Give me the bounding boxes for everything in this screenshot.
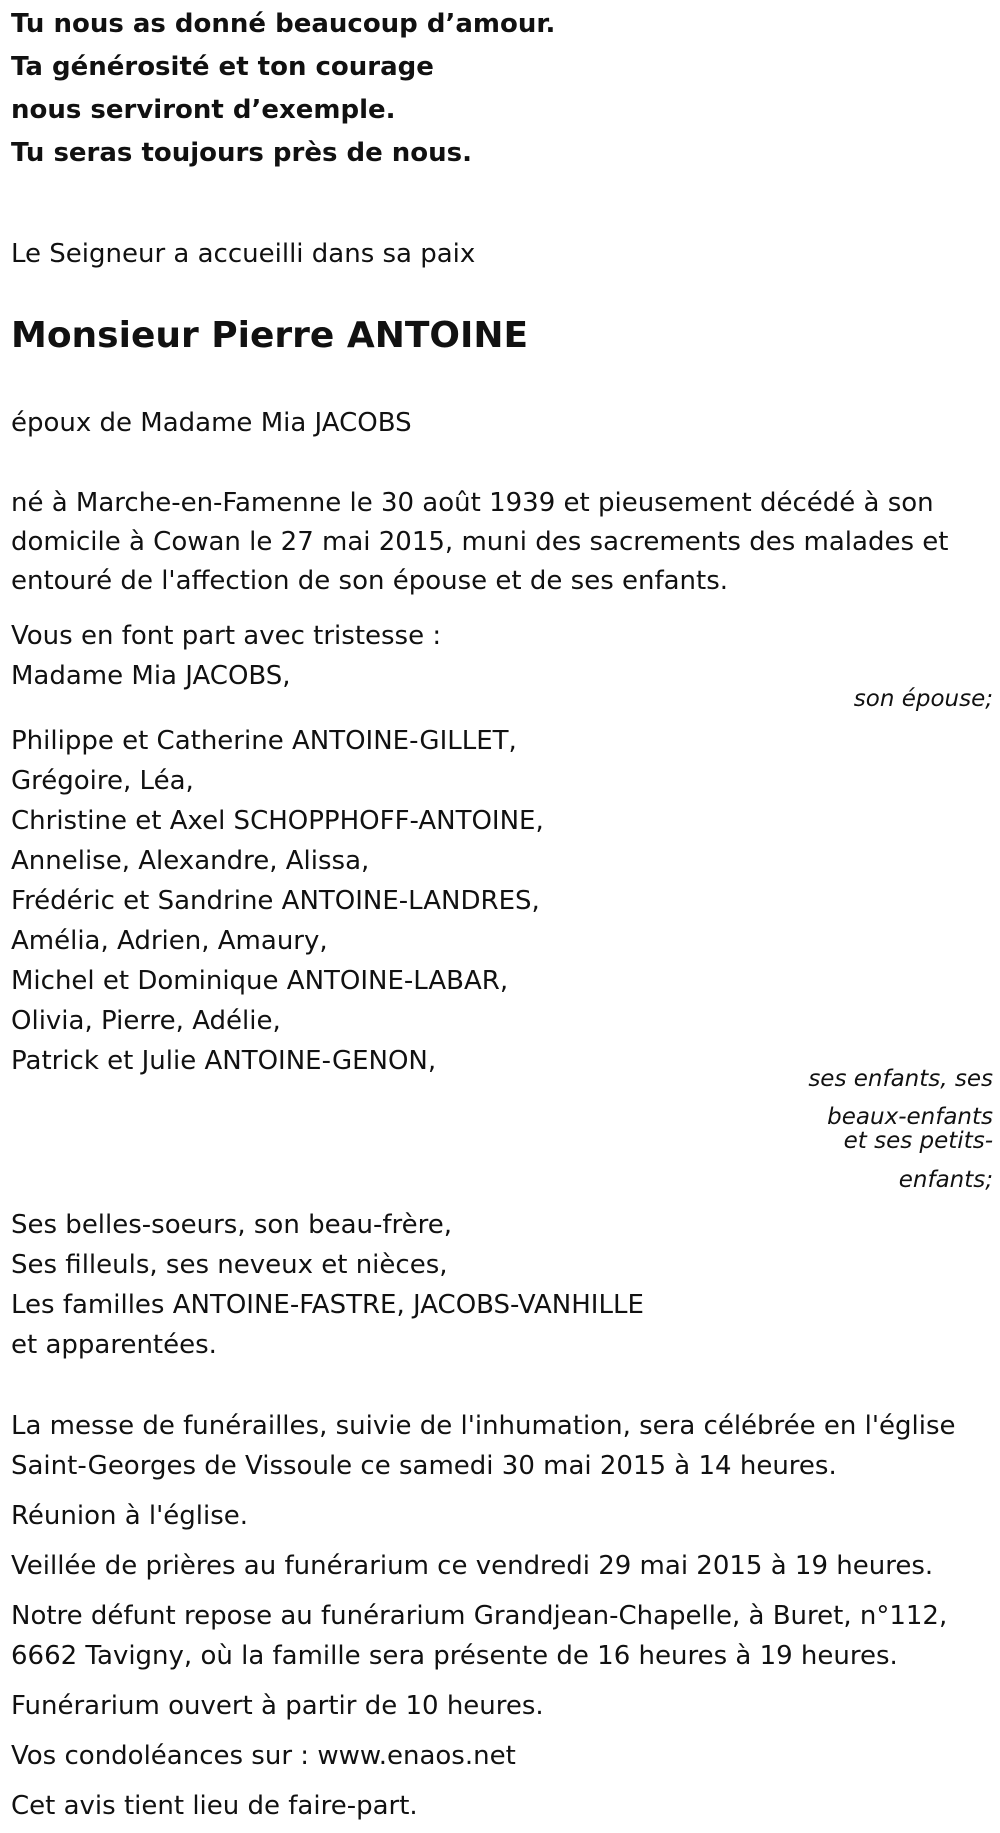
birth-death-line: entouré de l'affection de son épouse et de ses enfants. (11, 566, 729, 596)
deceased-name: Monsieur Pierre ANTOINE (11, 315, 529, 356)
funeral-line: La messe de funérailles, suivie de l'inhumation, sera célébrée en l'église (11, 1411, 956, 1441)
poem-line: Ta générosité et ton courage (11, 52, 434, 82)
child-line: Frédéric et Sandrine ANTOINE-LANDRES, (11, 886, 540, 916)
poem-line: nous serviront d’exemple. (11, 95, 396, 125)
poem-line: Tu nous as donné beaucoup d’amour. (11, 9, 556, 39)
birth-death-line: domicile à Cowan le 27 mai 2015, muni des sacrements des malades et (11, 527, 949, 557)
info-line: Veillée de prières au funérarium ce vendredi 29 mai 2015 à 19 heures. (11, 1551, 934, 1581)
info-line: Vos condoléances sur : www.enaos.net (11, 1741, 516, 1771)
child-line: Olivia, Pierre, Adélie, (11, 1006, 281, 1036)
child-line: Philippe et Catherine ANTOINE-GILLET, (11, 726, 517, 756)
poem-line: Tu seras toujours près de nous. (11, 138, 473, 168)
info-line: Funérarium ouvert à partir de 10 heures. (11, 1691, 544, 1721)
birth-death-line: né à Marche-en-Famenne le 30 août 1939 et pieusement décédé à son (11, 488, 934, 518)
info-line: Cet avis tient lieu de faire-part. (11, 1791, 418, 1821)
children-role-line: et ses petits- (843, 1128, 993, 1154)
child-line: Grégoire, Léa, (11, 766, 194, 796)
child-line: Annelise, Alexandre, Alissa, (11, 846, 370, 876)
info-line: 6662 Tavigny, où la famille sera présente de 16 heures à 19 heures. (11, 1641, 898, 1671)
funeral-line: Saint-Georges de Vissoule ce samedi 30 mai 2015 à 14 heures. (11, 1451, 837, 1481)
announce-text: Vous en font part avec tristesse : (11, 621, 442, 651)
intro-text: Le Seigneur a accueilli dans sa paix (11, 239, 476, 269)
child-line: Amélia, Adrien, Amaury, (11, 926, 328, 956)
children-role-line: beaux-enfants (827, 1104, 993, 1130)
children-role-line: ses enfants, ses (808, 1066, 993, 1092)
relatives-line: Les familles ANTOINE-FASTRE, JACOBS-VANHILLE (11, 1290, 644, 1320)
spouse-name: Madame Mia JACOBS, (11, 661, 291, 691)
spouse-role: son épouse; (853, 686, 993, 712)
relatives-line: Ses filleuls, ses neveux et nièces, (11, 1250, 448, 1280)
children-role-line: enfants; (898, 1167, 993, 1193)
info-line: Notre défunt repose au funérarium Grandjean-Chapelle, à Buret, n°112, (11, 1601, 948, 1631)
child-line: Christine et Axel SCHOPPHOFF-ANTOINE, (11, 806, 544, 836)
child-line: Patrick et Julie ANTOINE-GENON, (11, 1046, 437, 1076)
spouse-line: époux de Madame Mia JACOBS (11, 408, 412, 438)
relatives-line: Ses belles-soeurs, son beau-frère, (11, 1210, 453, 1240)
child-line: Michel et Dominique ANTOINE-LABAR, (11, 966, 509, 996)
relatives-line: et apparentées. (11, 1330, 217, 1360)
info-line: Réunion à l'église. (11, 1501, 249, 1531)
